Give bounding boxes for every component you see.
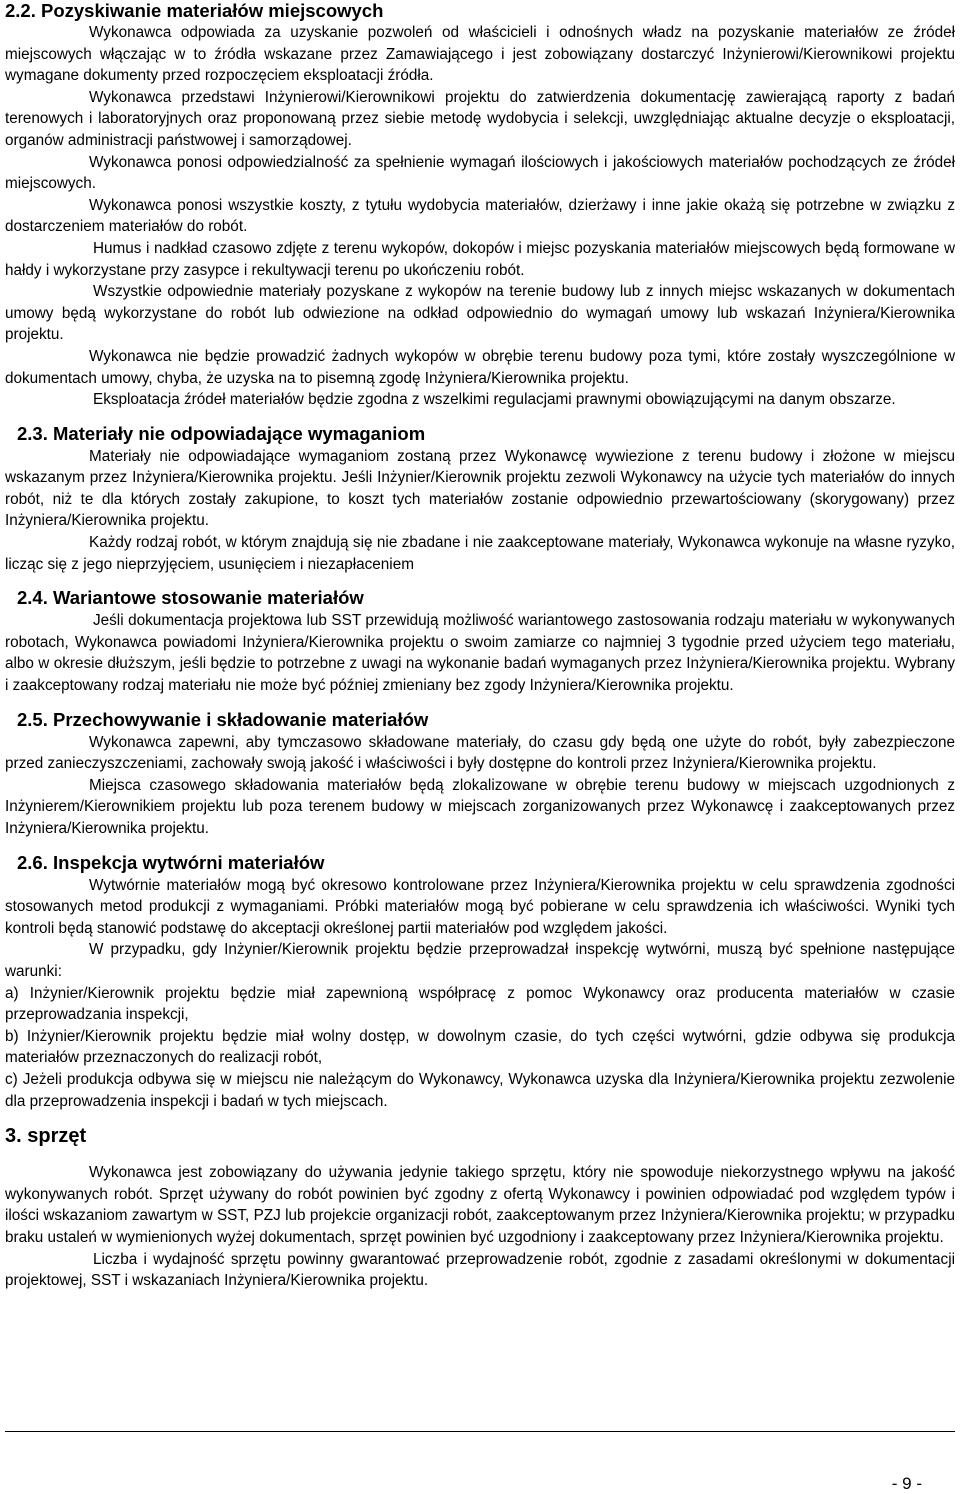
paragraph: Wykonawca jest zobowiązany do używania jedynie takiego sprzętu, który nie spowoduje niekorzystnego wpływu na jakość wykonywanych robót. Sprzęt używany do robót powinien być zgodny z ofertą Wykonawcy i powinien odpowiadać pod względem typów i ilości wskazaniom zawartym w SST, PZJ lub projekcie organizacji robót, zaakceptowanym przez Inżyniera/Kierownika projektu; w przypadku braku ustaleń w wymienionych wyżej dokumentach, sprzęt powinien być uzgodniony i zaakceptowany przez Inżyniera/Kierownika projektu. — [5, 1164, 955, 1246]
paragraph: Wykonawca zapewni, aby tymczasowo składowane materiały, do czasu gdy będą one użyte do robót, były zabezpieczone przed zanieczyszczeniami, zachowały swoją jakość i właściwości i były dostępne do kontroli przez Inżyniera/Kierownika projektu. — [5, 733, 955, 773]
paragraph: Wykonawca odpowiada za uzyskanie pozwoleń od właścicieli i odnośnych władz na pozyskanie materiałów ze źródeł miejscowych włączając w to źródła wskazane przez Zamawiającego i jest zobowiązany dostarczyć Inżynierowi/Kierownikowi projektu wymagane dokumenty przed rozpoczęciem eksploatacji źródła. — [5, 24, 955, 85]
paragraph: Miejsca czasowego składowania materiałów będą zlokalizowane w obrębie terenu budowy w miejscach uzgodnionych z Inżynierem/Kierownikiem projektu lub poza terenem budowy w miejscach zorganizowanych przez Wykonawcę i zaakceptowanych przez Inżyniera/Kierownika projektu. — [5, 776, 955, 837]
paragraph: Humus i nadkład czasowo zdjęte z terenu wykopów, dokopów i miejsc pozyskania materiałów miejscowych będą formowane w hałdy i wykorzystane przy zasypce i rekultywacji terenu po ukończeniu robót. — [5, 239, 955, 279]
paragraph: Wykonawca ponosi wszystkie koszty, z tytułu wydobycia materiałów, dzierżawy i inne jakie okażą się potrzebne w związku z dostarczeniem materiałów do robót. — [5, 196, 955, 236]
condition-item: c) Jeżeli produkcja odbywa się w miejscu nie należącym do Wykonawcy, Wykonawca uzyska dla Inżyniera/Kierownika projektu zezwolenie dla przeprowadzenia inspekcji i badań w tych miejscach. — [5, 1070, 955, 1110]
section-heading-3: 3. sprzęt — [5, 1125, 87, 1148]
paragraph: Eksploatacja źródeł materiałów będzie zgodna z wszelkimi regulacjami prawnymi obowiązującymi na danym obszarze. — [93, 391, 896, 409]
document-page — [5, 0, 955, 1292]
section-heading-2-3: 2.3. Materiały nie odpowiadające wymaganiom — [17, 422, 426, 444]
paragraph: Jeśli dokumentacja projektowa lub SST przewidują możliwość wariantowego zastosowania rodzaju materiału w wykonywanych robotach, Wykonawca powiadomi Inżyniera/Kierownika projektu o swoim zamiarze co najmniej 3 tygodnie przed użyciem tego materiału, albo w okresie dłuższym, jeśli będzie to potrzebne z uwagi na wykonanie badań wymaganych przez Inżyniera/Kierownika projektu. Wybrany i zaakceptowany rodzaj materiału nie może być później zmieniany bez zgody Inżyniera/Kierownika projektu. — [5, 612, 955, 695]
condition-item: a) Inżynier/Kierownik projektu będzie miał zapewnioną współpracę z pomoc Wykonawcy oraz producenta materiałów w czasie przeprowadzania inspekcji, — [5, 984, 955, 1024]
section-heading-2-4: 2.4. Wariantowe stosowanie materiałów — [17, 587, 364, 609]
section-heading-2-5: 2.5. Przechowywanie i składowanie materiałów — [17, 708, 429, 730]
section-heading-2-2: 2.2. Pozyskiwanie materiałów miejscowych — [5, 0, 384, 21]
paragraph: Wszystkie odpowiednie materiały pozyskane z wykopów na terenie budowy lub z innych miejsc wskazanych w dokumentach umowy będą wykorzystane do robót lub odwiezione na odkład odpowiednio do wymagań umowy lub wskazań Inżyniera/Kierownika projektu. — [5, 283, 955, 344]
paragraph: Wykonawca przedstawi Inżynierowi/Kierownikowi projektu do zatwierdzenia dokumentację zawierającą raporty z badań terenowych i laboratoryjnych oraz proponowaną przez siebie metodę wydobycia i selekcji, uwzględniając aktualne decyzje o eksploatacji, organów administracji państwowej i samorządowej. — [5, 88, 955, 149]
paragraph: Liczba i wydajność sprzętu powinny gwarantować przeprowadzenie robót, zgodnie z zasadami określonymi w dokumentacji projektowej, SST i wskazaniach Inżyniera/Kierownika projektu. — [5, 1250, 955, 1290]
paragraph: Materiały nie odpowiadające wymaganiom zostaną przez Wykonawcę wywiezione z terenu budowy i złożone w miejscu wskazanym przez Inżyniera/Kierownika projektu. Jeśli Inżynier/Kierownik projektu zezwoli Wykonawcy na użycie tych materiałów do innych robót, niż te dla których zostały zakupione, to koszt tych materiałów zostanie odpowiednio przewartościowany (skorygowany) przez Inżyniera/Kierownika projektu. — [5, 447, 955, 530]
footer-divider — [5, 1431, 955, 1432]
page-number: - 9 - — [891, 1474, 922, 1493]
condition-item: b) Inżynier/Kierownik projektu będzie miał wolny dostęp, w dowolnym czasie, do tych części wytwórni, gdzie odbywa się produkcja materiałów przeznaczonych do realizacji robót, — [5, 1027, 955, 1067]
paragraph: Wytwórnie materiałów mogą być okresowo kontrolowane przez Inżyniera/Kierownika projektu w celu sprawdzenia zgodności stosowanych metod produkcji z wymaganiami. Próbki materiałów mogą być pobierane w celu sprawdzenia ich właściwości. Wyniki tych kontroli będą stanowić podstawę do akceptacji określonej partii materiałów pod względem jakości. — [5, 876, 955, 937]
paragraph: Wykonawca ponosi odpowiedzialność za spełnienie wymagań ilościowych i jakościowych materiałów pochodzących ze źródeł miejscowych. — [5, 153, 955, 193]
paragraph: Każdy rodzaj robót, w którym znajdują się nie zbadane i nie zaakceptowane materiały, Wykonawca wykonuje na własne ryzyko, licząc się z jego nieprzyjęciem, usunięciem i niezapłaceniem — [5, 534, 955, 573]
paragraph: W przypadku, gdy Inżynier/Kierownik projektu będzie przeprowadzał inspekcję wytwórni, muszą być spełnione następujące warunki: — [5, 941, 955, 980]
paragraph: Wykonawca nie będzie prowadzić żadnych wykopów w obrębie terenu budowy poza tymi, które zostały wyszczególnione w dokumentach umowy, chyba, że uzyska na to pisemną zgodę Inżyniera/Kierownika projektu. — [5, 347, 955, 387]
section-heading-2-6: 2.6. Inspekcja wytwórni materiałów — [17, 851, 325, 873]
